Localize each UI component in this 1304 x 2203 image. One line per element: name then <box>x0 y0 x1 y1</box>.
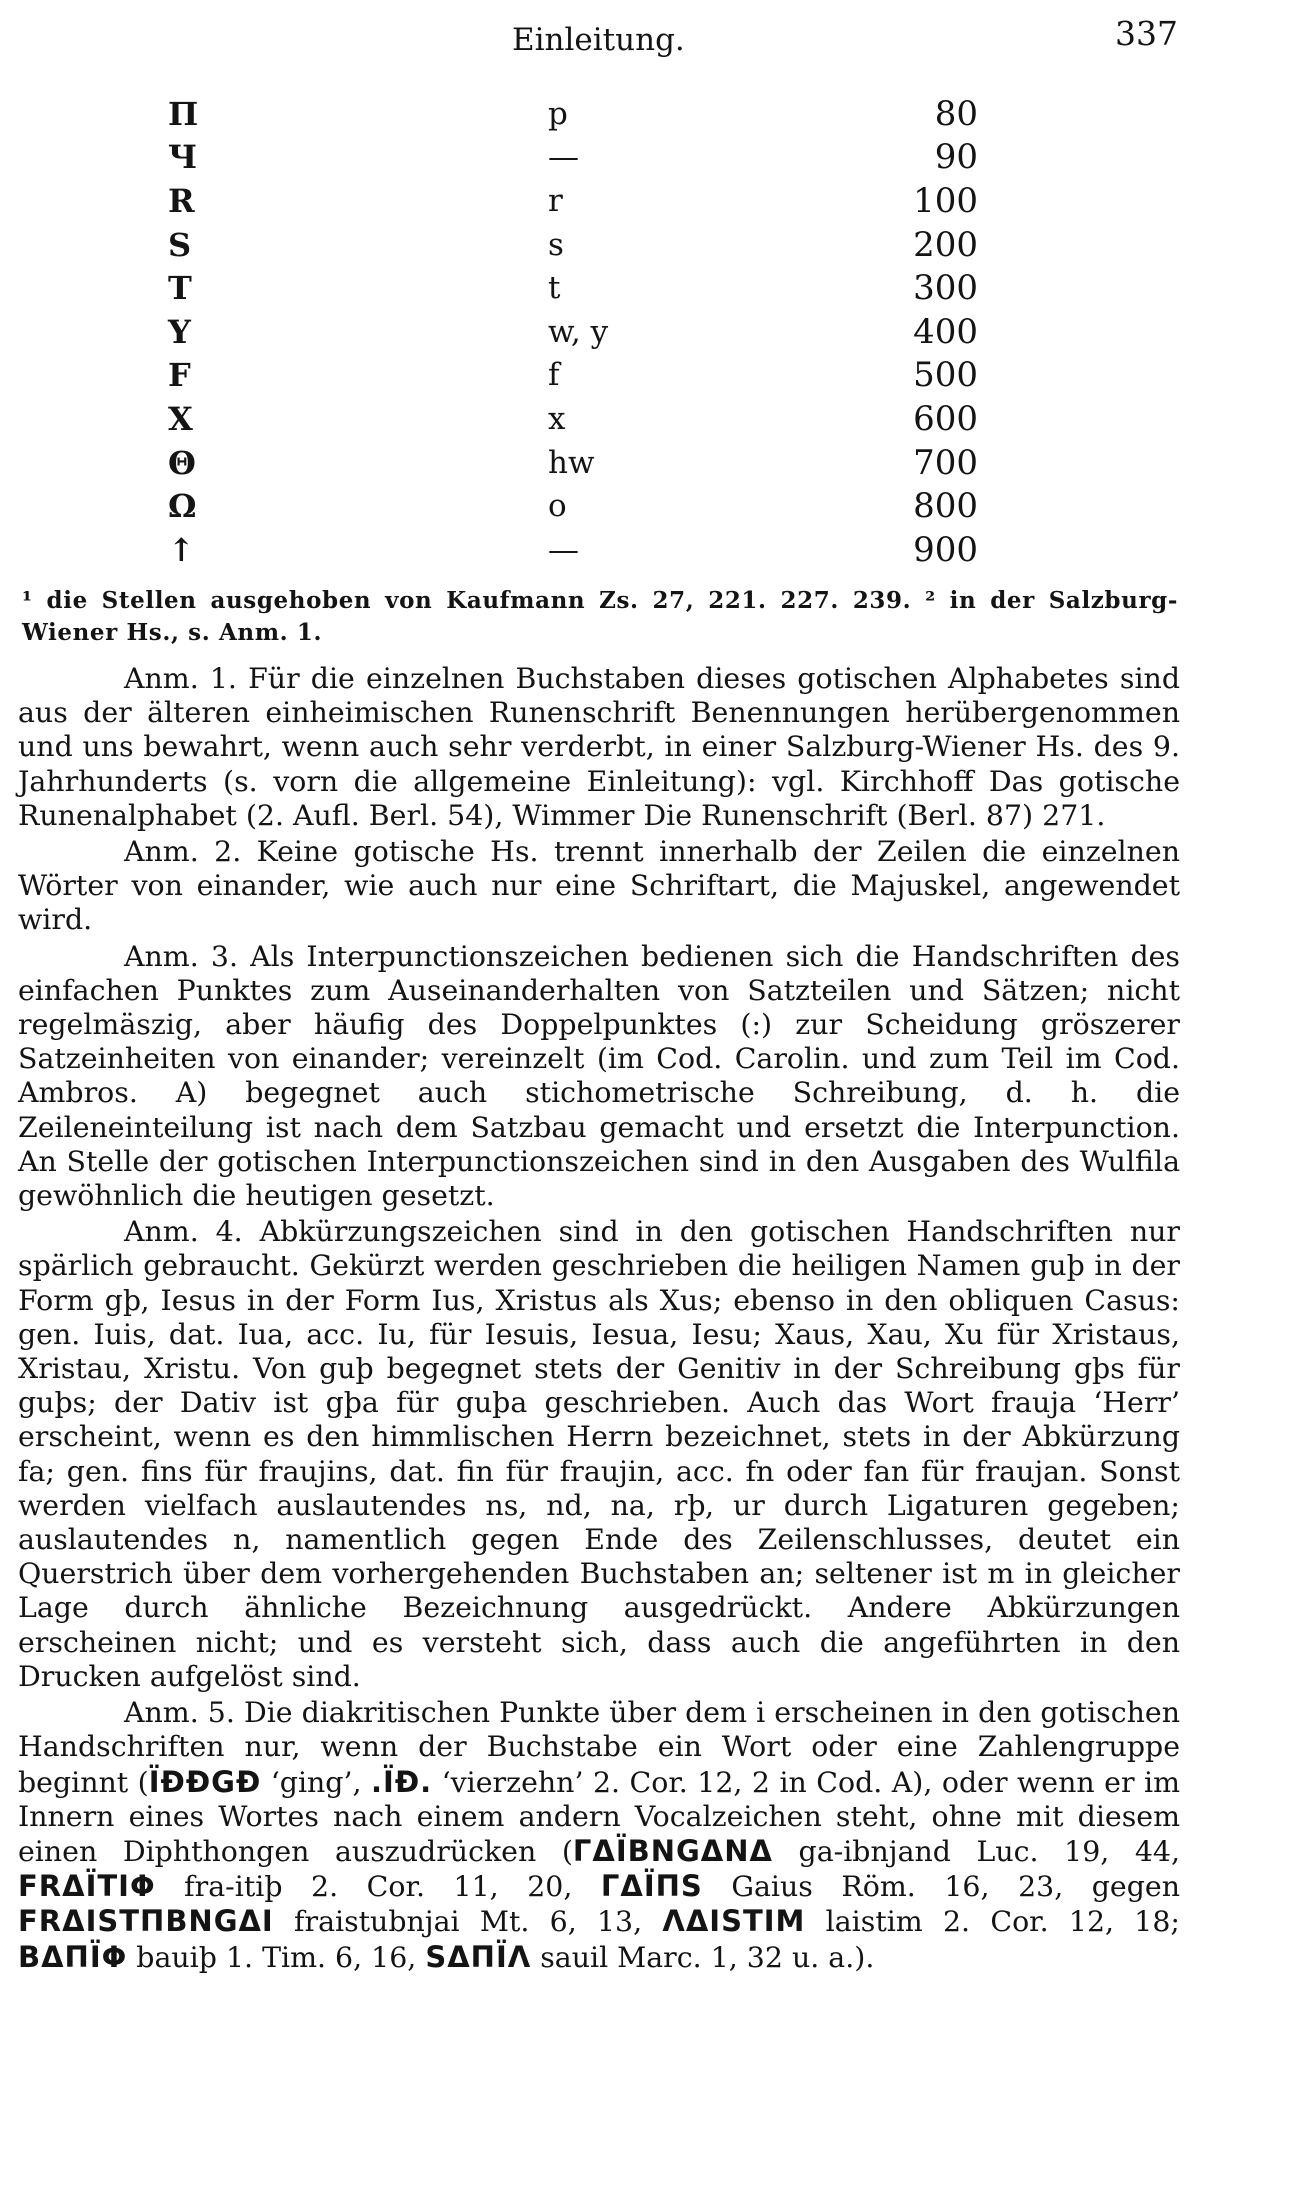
numeric-value: 200 <box>913 224 978 265</box>
latin-equivalent: — <box>548 531 579 568</box>
latin-equivalent: r <box>548 182 563 219</box>
alphabet-row <box>162 441 978 485</box>
latin-equivalent: w, y <box>548 313 609 350</box>
paragraph-text: fraistubnjai Mt. 6, 13, <box>273 1905 663 1939</box>
alphabet-row <box>162 266 978 310</box>
alphabet-row <box>162 92 978 136</box>
numeric-value: 80 <box>934 93 978 134</box>
gothic-letter: Ч <box>168 138 198 177</box>
alphabet-row <box>162 179 978 223</box>
paragraph-text: Anm. 5. Die diakritischen Punkte über dem i erscheinen in den gotischen Handschriften nur, wenn der Buchstabe ein Wort oder eine Zahlengruppe beginnt ( <box>18 1696 1180 1799</box>
note-paragraph-4: Anm. 4. Abkürzungszeichen sind in den gotischen Handschriften nur spärlich gebraucht. Gekürzt werden geschrieben die heiligen Namen guþ in der Form gþ, Iesus in der Form Ius, Xristus als Xus; ebenso in den obliquen Casus: gen. Iuis, dat. Iua, acc. Iu, für Iesuis, Iesua, Iesu; Xaus, Xau, Xu für Xristaus, Xristau, Xristu. Von guþ begegnet stets der Genitiv in der Schreibung gþs für guþs; der Dativ ist gþa für guþa geschrieben. Auch das Wort frauja ‘Herr’ erscheint, wenn es den himmlischen Herrn bezeichnet, stets in der Abkürzung fa; gen. fins für fraujins, dat. fin für fraujin, acc. fn oder fan für fraujan. Sonst werden vielfach auslautendes ns, nd, na, rþ, ur durch Ligaturen gegeben; auslautendes n, namentlich gegen Ende des Zeilenschlusses, deutet ein Querstrich über dem vorhergehenden Buchstaben an; seltener ist m in gleicher Lage durch ähnliche Bezeichnung ausgedrückt. Andere Abkürzungen erscheinen nicht; und es versteht sich, dass auch die angeführten in den Drucken aufgelöst sind. <box>18 1215 1180 1693</box>
numeric-value: 900 <box>913 529 978 570</box>
paragraph-text: laistim 2. Cor. 12, 18; <box>805 1905 1180 1939</box>
running-title: Einleitung. <box>512 22 685 58</box>
gothic-letter: Y <box>168 312 191 351</box>
gothic-word: ΛΔISTIM <box>662 1904 806 1939</box>
gothic-word: ГΔÏBNGΔNΔ <box>572 1833 773 1868</box>
gothic-letter: X <box>168 399 193 438</box>
latin-equivalent: t <box>548 270 561 307</box>
alphabet-row <box>162 136 978 180</box>
alphabet-row <box>162 484 978 528</box>
alphabet-row <box>162 528 978 572</box>
gothic-letter: T <box>168 269 192 308</box>
gothic-letter: S <box>168 225 192 264</box>
gothic-letter: F <box>168 356 191 395</box>
paragraph-text: bauiþ 1. Tim. 6, 16, <box>127 1940 426 1974</box>
note-paragraph-5 <box>18 1696 1180 1975</box>
note-paragraph-2: Anm. 2. Keine gotische Hs. trennt innerhalb der Zeilen die einzelnen Wörter von einander, wie auch nur eine Schriftart, die Majuskel, angewendet wird. <box>18 835 1180 937</box>
paragraph-text: ga-ibnjand Luc. 19, 44, <box>772 1834 1181 1868</box>
paragraph-text: sauil Marc. 1, 32 u. a.). <box>531 1940 875 1974</box>
numeric-value: 700 <box>913 442 978 483</box>
gothic-letter: R <box>168 181 195 220</box>
gothic-word: ÏÐÐGÐ <box>148 1764 262 1799</box>
gothic-letter: П <box>168 94 199 133</box>
numeric-value: 100 <box>913 180 978 221</box>
latin-equivalent: o <box>548 488 567 525</box>
page-number: 337 <box>1115 14 1178 53</box>
gothic-word: ГΔÏΠS <box>600 1869 703 1904</box>
note-paragraph-1: Anm. 1. Für die einzelnen Buchstaben dieses gotischen Alphabetes sind aus der älteren einheimischen Runenschrift Benennungen herübergenommen und uns bewahrt, wenn auch sehr verderbt, in einer Salzburg-Wiener Hs. des 9. Jahrhunderts (s. vorn die allgemeine Einleitung): vgl. Kirchhoff Das gotische Runenalphabet (2. Aufl. Berl. 54), Wimmer Die Runenschrift (Berl. 87) 271. <box>18 662 1180 832</box>
paragraph-text: ‘ging’, <box>261 1765 372 1799</box>
paragraph-text: Gaius Röm. 16, 23, gegen <box>702 1870 1180 1904</box>
latin-equivalent: s <box>548 226 564 263</box>
gothic-word: FRΔÏTIΦ <box>18 1869 156 1904</box>
latin-equivalent: p <box>548 95 568 132</box>
alphabet-row <box>162 223 978 267</box>
alphabet-row <box>162 354 978 398</box>
numeric-value: 800 <box>913 486 978 527</box>
numeric-value: 400 <box>913 311 978 352</box>
numeric-value: 300 <box>913 268 978 309</box>
latin-equivalent: x <box>548 400 566 437</box>
numeric-value: 500 <box>913 355 978 396</box>
numeric-value: 600 <box>913 398 978 439</box>
note-paragraph-3: Anm. 3. Als Interpunctionszeichen bedienen sich die Handschriften des einfachen Punktes zum Auseinanderhalten von Satzteilen und Sätzen; nicht regelmäszig, aber häufig des Doppelpunktes (:) zur Scheidung gröszerer Satzeinheiten von einander; vereinzelt (im Cod. Carolin. und zum Teil im Cod. Ambros. A) begegnet auch stichometrische Schreibung, d. h. die Zeileneinteilung ist nach dem Satzbau gemacht und ersetzt die Interpunction. An Stelle der gotischen Interpunctionszeichen sind in den Ausgaben des Wulfila gewöhnlich die heutigen gesetzt. <box>18 939 1180 1213</box>
gothic-word: .ÏÐ. <box>371 1764 433 1799</box>
gothic-word: SΔΠÏΛ <box>425 1939 532 1974</box>
paragraph-text: fra-itiþ 2. Cor. 11, 20, <box>155 1870 601 1904</box>
latin-equivalent: hw <box>548 444 595 481</box>
gothic-letter: ↑ <box>168 530 195 569</box>
numeric-value: 90 <box>934 137 978 178</box>
alphabet-row <box>162 310 978 354</box>
body-text <box>18 662 1180 1975</box>
gothic-letter: Ω <box>168 487 197 526</box>
alphabet-row <box>162 397 978 441</box>
gothic-word: BΔΠÏΦ <box>18 1939 128 1974</box>
running-header <box>0 8 1304 60</box>
gothic-letter: Θ <box>168 443 196 482</box>
paragraph-text: ‘vierzehn’ 2. Cor. 12, 2 in Cod. A), oder wenn er im Innern eines Wortes nach einem andern Vocalzeichen steht, ohne mit diesem einen Diphthongen auszudrücken ( <box>18 1765 1180 1868</box>
latin-equivalent: f <box>548 357 560 394</box>
alphabet-table <box>162 92 978 572</box>
gothic-word: FRΔISTΠBNGΔI <box>18 1904 274 1939</box>
footnote: ¹ die Stellen ausgehoben von Kaufmann Zs. 27, 221. 227. 239. ² in der Salzburg-Wiener Hs., s. Anm. 1. <box>22 587 1178 646</box>
latin-equivalent: — <box>548 139 579 176</box>
